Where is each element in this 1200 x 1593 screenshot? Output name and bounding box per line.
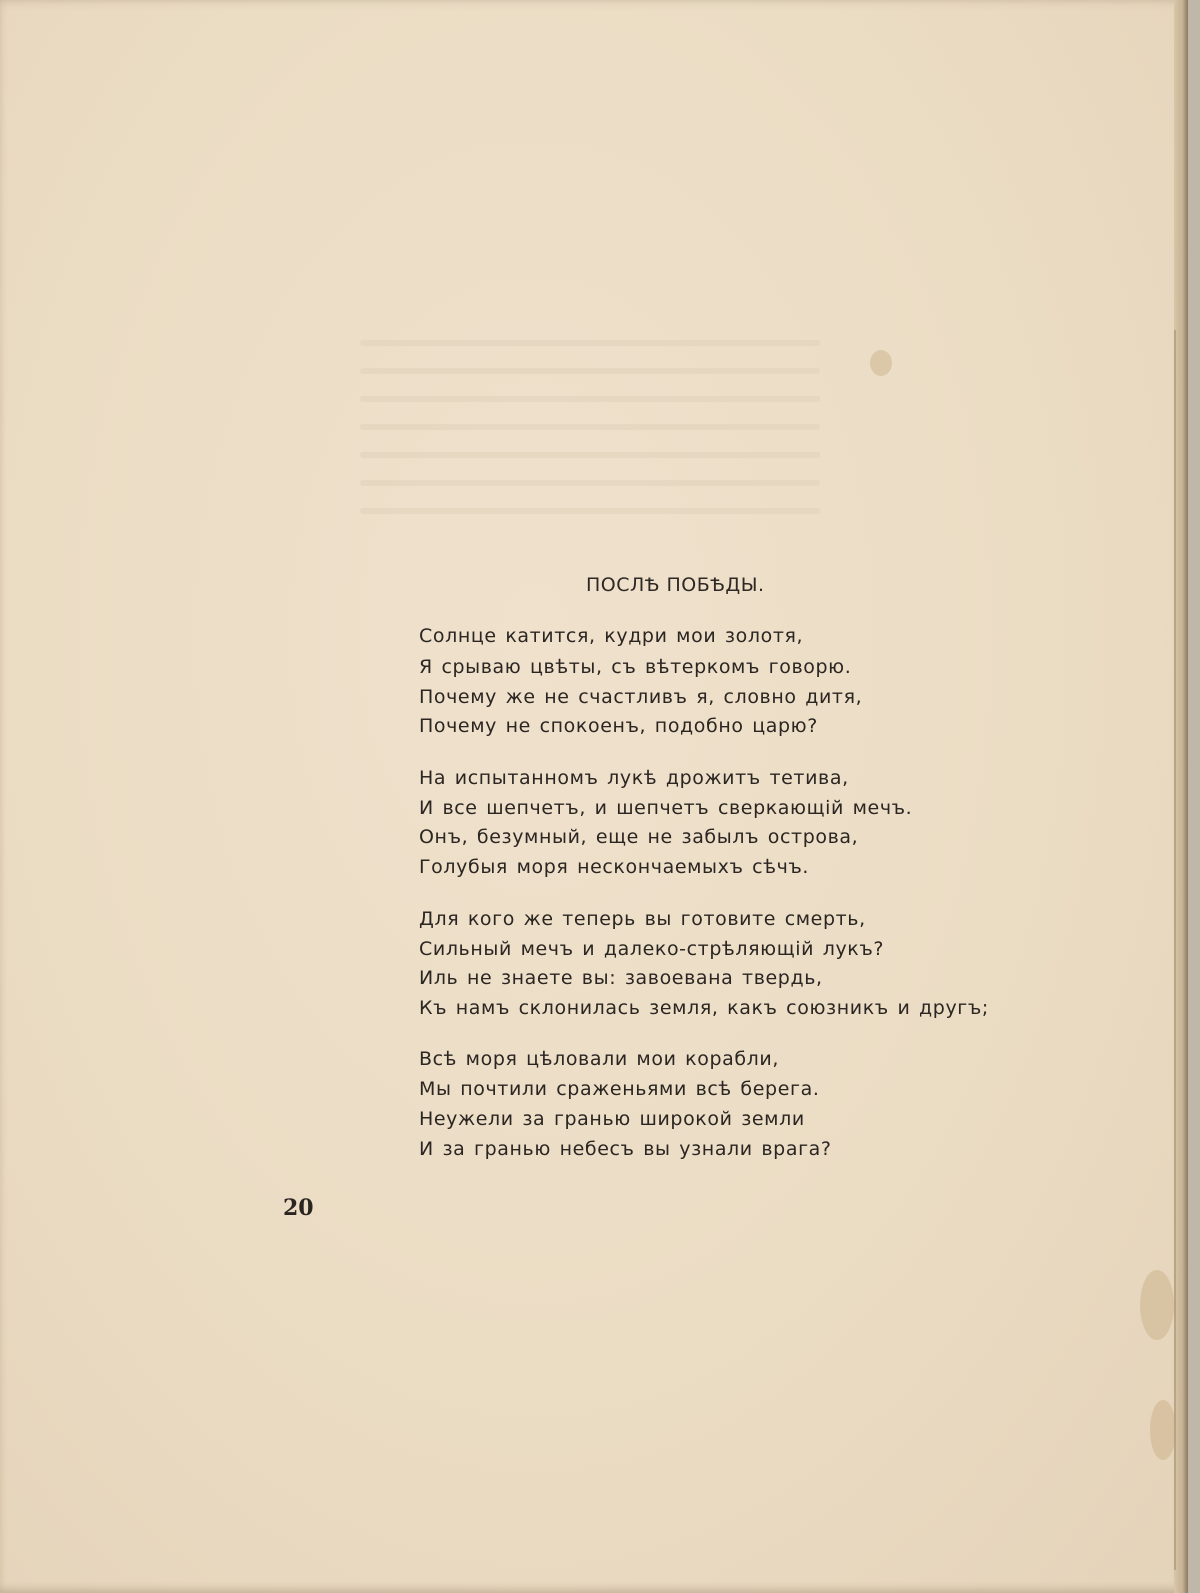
poem-title: ПОСЛѢ ПОБѢДЫ.	[586, 574, 765, 596]
poem-line: Иль не знаете вы: завоевана твердь,	[419, 967, 823, 989]
paper-stain	[870, 350, 892, 376]
paper-stain	[1150, 1400, 1176, 1460]
poem-line: Для кого же теперь вы готовите смерть,	[419, 908, 866, 930]
poem-line: Голубыя моря нескончаемыхъ сѣчъ.	[419, 856, 810, 878]
poem-line: Почему же не счастливъ я, словно дитя,	[419, 686, 863, 708]
poem-line: Онъ, безумный, еще не забылъ острова,	[419, 826, 859, 848]
poem-line: Къ намъ склонилась земля, какъ союзникъ и другъ;	[419, 997, 989, 1019]
show-through-text	[360, 396, 820, 402]
poem-line: Неужели за гранью широкой земли	[419, 1108, 805, 1130]
poem-line: И все шепчетъ, и шепчетъ сверкающій мечъ.	[419, 797, 913, 819]
page-fold-line	[1174, 330, 1176, 1570]
poem-line: Сильный мечъ и далеко-стрѣляющій лукъ?	[419, 938, 885, 960]
page-edge	[1174, 0, 1188, 1593]
show-through-text	[360, 452, 820, 458]
show-through-text	[360, 340, 820, 346]
paper-stain	[1140, 1270, 1174, 1340]
poem-line: И за гранью небесъ вы узнали врага?	[419, 1138, 832, 1160]
poem-line: Я срываю цвѣты, съ вѣтеркомъ говорю.	[419, 656, 852, 678]
show-through-text	[360, 424, 820, 430]
poem-line: Всѣ моря цѣловали мои корабли,	[419, 1048, 780, 1070]
poem-line: На испытанномъ лукѣ дрожитъ тетива,	[419, 767, 849, 789]
page-number: 20	[283, 1195, 314, 1221]
poem-line: Почему не спокоенъ, подобно царю?	[419, 715, 818, 737]
show-through-text	[360, 508, 820, 514]
show-through-text	[360, 480, 820, 486]
poem-line: Мы почтили сраженьями всѣ берега.	[419, 1078, 820, 1100]
poem-line: Солнце катится, кудри мои золотя,	[419, 625, 804, 647]
show-through-text	[360, 368, 820, 374]
